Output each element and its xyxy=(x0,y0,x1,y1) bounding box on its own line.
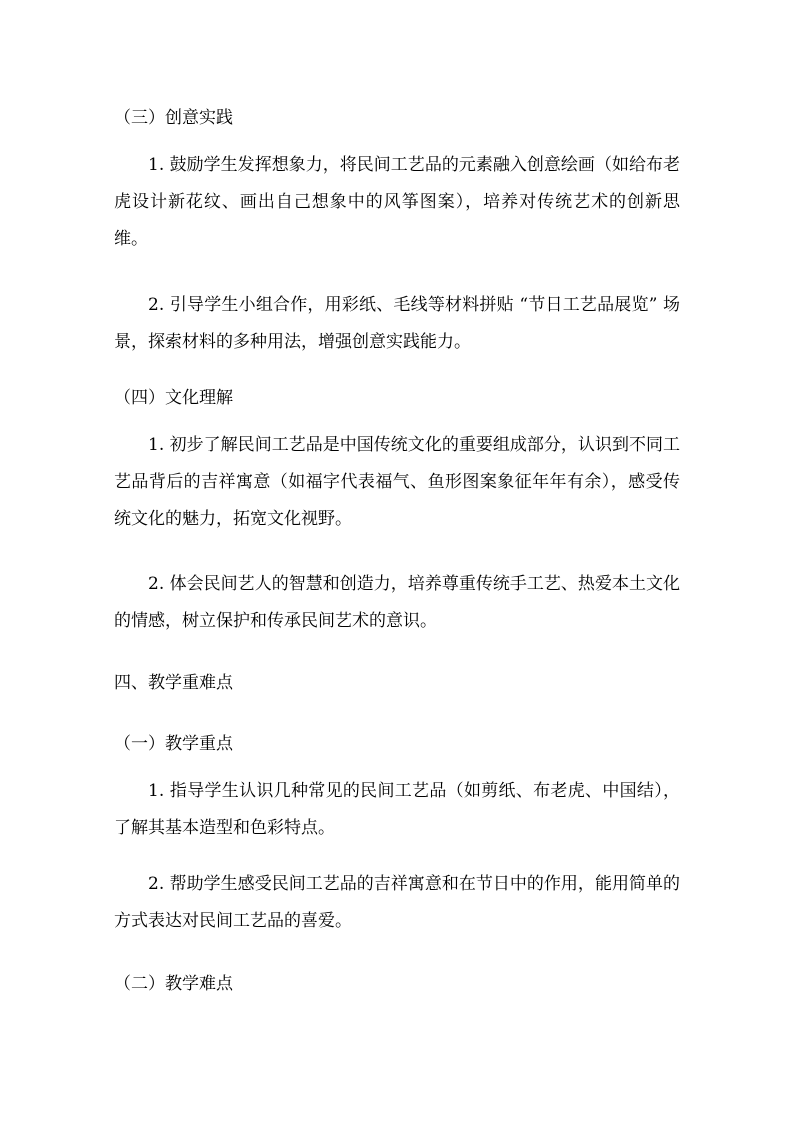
paragraph-key-points-1: 1. 指导学生认识几种常见的民间工艺品（如剪纸、布老虎、中国结），了解其基本造型和色彩特点。 xyxy=(114,781,680,838)
paragraph-cultural-understanding-2: 2. 体会民间艺人的智慧和创造力，培养尊重传统手工艺、热爱本土文化的情感，树立保护和传承民间艺术的意识。 xyxy=(114,574,680,631)
paragraph-creative-practice-2: 2. 引导学生小组合作，用彩纸、毛线等材料拼贴 “节日工艺品展览” 场景，探索材料的多种用法，增强创意实践能力。 xyxy=(114,295,680,352)
paragraph-cultural-understanding-1: 1. 初步了解民间工艺品是中国传统文化的重要组成部分，认识到不同工艺品背后的吉祥寓意（如福字代表福气、鱼形图案象征年年有余），感受传统文化的魅力，拓宽文化视野。 xyxy=(114,435,680,529)
section-heading-teaching-key-points: （一）教学重点 xyxy=(114,734,233,754)
section-heading-cultural-understanding: （四）文化理解 xyxy=(114,388,233,408)
part-heading-teaching-key-difficult: 四、教学重难点 xyxy=(114,673,233,693)
paragraph-creative-practice-1: 1. 鼓励学生发挥想象力，将民间工艺品的元素融入创意绘画（如给布老虎设计新花纹、画出自己想象中的风筝图案），培养对传统艺术的创新思维。 xyxy=(114,155,680,249)
paragraph-key-points-2: 2. 帮助学生感受民间工艺品的吉祥寓意和在节日中的作用，能用简单的方式表达对民间工艺品的喜爱。 xyxy=(114,874,680,931)
section-heading-creative-practice: （三）创意实践 xyxy=(114,108,233,128)
section-heading-teaching-difficult-points: （二）教学难点 xyxy=(114,974,233,994)
